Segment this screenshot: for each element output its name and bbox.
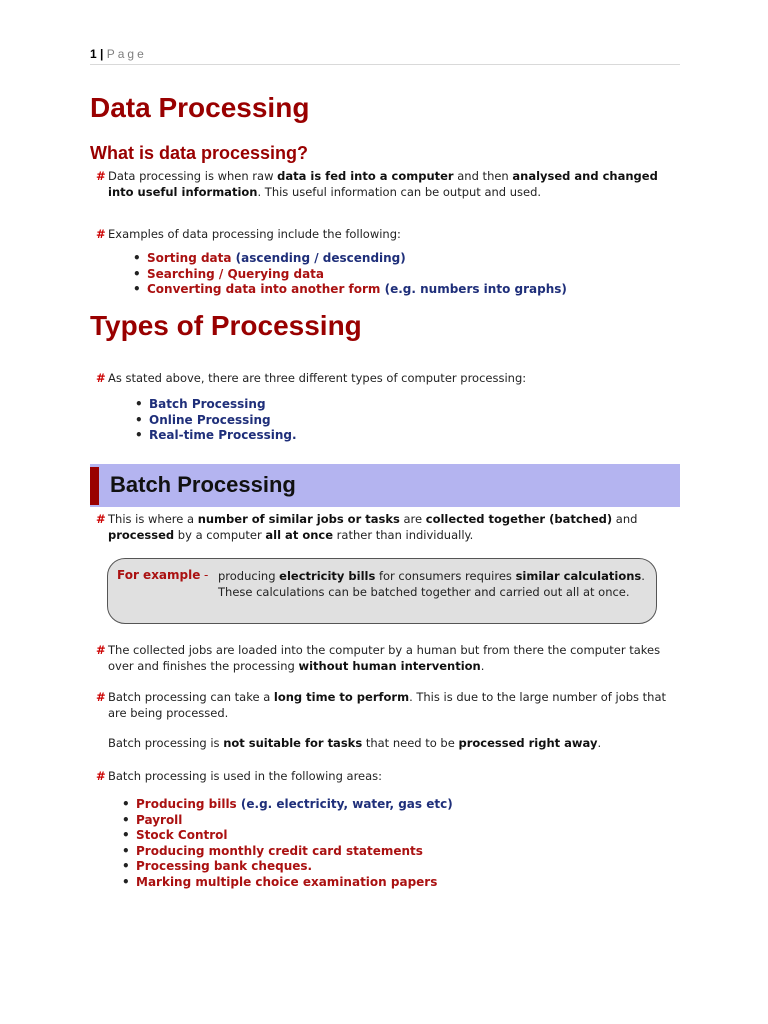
document-title: Data Processing bbox=[90, 92, 310, 123]
what-heading: What is data processing? bbox=[90, 143, 309, 163]
types-heading: Types of Processing bbox=[90, 310, 362, 341]
section-number-marker bbox=[90, 467, 99, 505]
loaded-paragraph: # The collected jobs are loaded into the computer by a human but from there the computer takes over and finishes the processing without human intervention. bbox=[96, 643, 661, 673]
types-intro-text: As stated above, there are three different types of computer processing: bbox=[108, 371, 527, 385]
list-item: • Searching / Querying data bbox=[133, 267, 567, 283]
def-bold-2: analysed and changed into useful information bbox=[108, 169, 658, 199]
hash-bullet-icon: # bbox=[96, 769, 106, 783]
hash-bullet-icon: # bbox=[96, 371, 106, 385]
def-text-2: and then bbox=[453, 169, 513, 183]
example-callout bbox=[107, 558, 657, 624]
areas-intro bbox=[96, 768, 671, 784]
list-item: • Online Processing bbox=[135, 413, 297, 429]
list-item: • Producing bills (e.g. electricity, water, gas etc) bbox=[122, 797, 453, 813]
list-item: • Processing bank cheques. bbox=[122, 859, 453, 875]
definition-paragraph bbox=[96, 168, 671, 200]
hash-bullet-icon: # bbox=[96, 512, 106, 526]
list-item: • Stock Control bbox=[122, 828, 453, 844]
hash-bullet-icon: # bbox=[96, 227, 106, 241]
page-word: Page bbox=[106, 47, 147, 61]
types-list bbox=[135, 397, 297, 444]
long-time-paragraph: # Batch processing can take a long time to perform. This is due to the large number of jobs that are being processed. bbox=[96, 690, 667, 720]
not-suitable-paragraph: Batch processing is not suitable for tasks that need to be processed right away. bbox=[108, 736, 602, 750]
def-bold-1: data is fed into a computer bbox=[277, 169, 454, 183]
list-item: • Sorting data (ascending / descending) bbox=[133, 251, 567, 267]
example-body: producing electricity bills for consumers requires similar calculations. These calculations can be batched together and carried out all at once. bbox=[218, 569, 645, 599]
examples-list bbox=[133, 251, 567, 298]
list-item: • Batch Processing bbox=[135, 397, 297, 413]
batch-section-title: Batch Processing bbox=[110, 472, 296, 497]
list-item: • Converting data into another form (e.g. numbers into graphs) bbox=[133, 282, 567, 298]
batch-section-header bbox=[90, 464, 680, 507]
types-intro bbox=[96, 370, 671, 386]
def-text-1: Data processing is when raw bbox=[108, 169, 278, 183]
list-item: • Payroll bbox=[122, 813, 453, 829]
examples-intro-text: Examples of data processing include the following: bbox=[108, 227, 401, 241]
areas-list bbox=[122, 797, 453, 890]
def-text-3: . This useful information can be output and used. bbox=[257, 185, 542, 199]
hash-bullet-icon: # bbox=[96, 690, 106, 704]
page-separator: | bbox=[100, 47, 104, 61]
page-header bbox=[90, 47, 680, 65]
examples-intro bbox=[96, 226, 671, 242]
areas-intro-text: Batch processing is used in the following areas: bbox=[108, 769, 383, 783]
example-label: For example bbox=[117, 568, 201, 582]
example-dash: - bbox=[204, 568, 209, 582]
page-number: 1 bbox=[90, 47, 97, 61]
hash-bullet-icon: # bbox=[96, 169, 106, 183]
list-item: • Producing monthly credit card statements bbox=[122, 844, 453, 860]
hash-bullet-icon: # bbox=[96, 643, 106, 657]
list-item: • Marking multiple choice examination papers bbox=[122, 875, 453, 891]
batch-definition: # This is where a number of similar jobs or tasks are collected together (batched) and processed by a computer all at once rather than individually. bbox=[96, 512, 638, 542]
list-item: • Real-time Processing. bbox=[135, 428, 297, 444]
